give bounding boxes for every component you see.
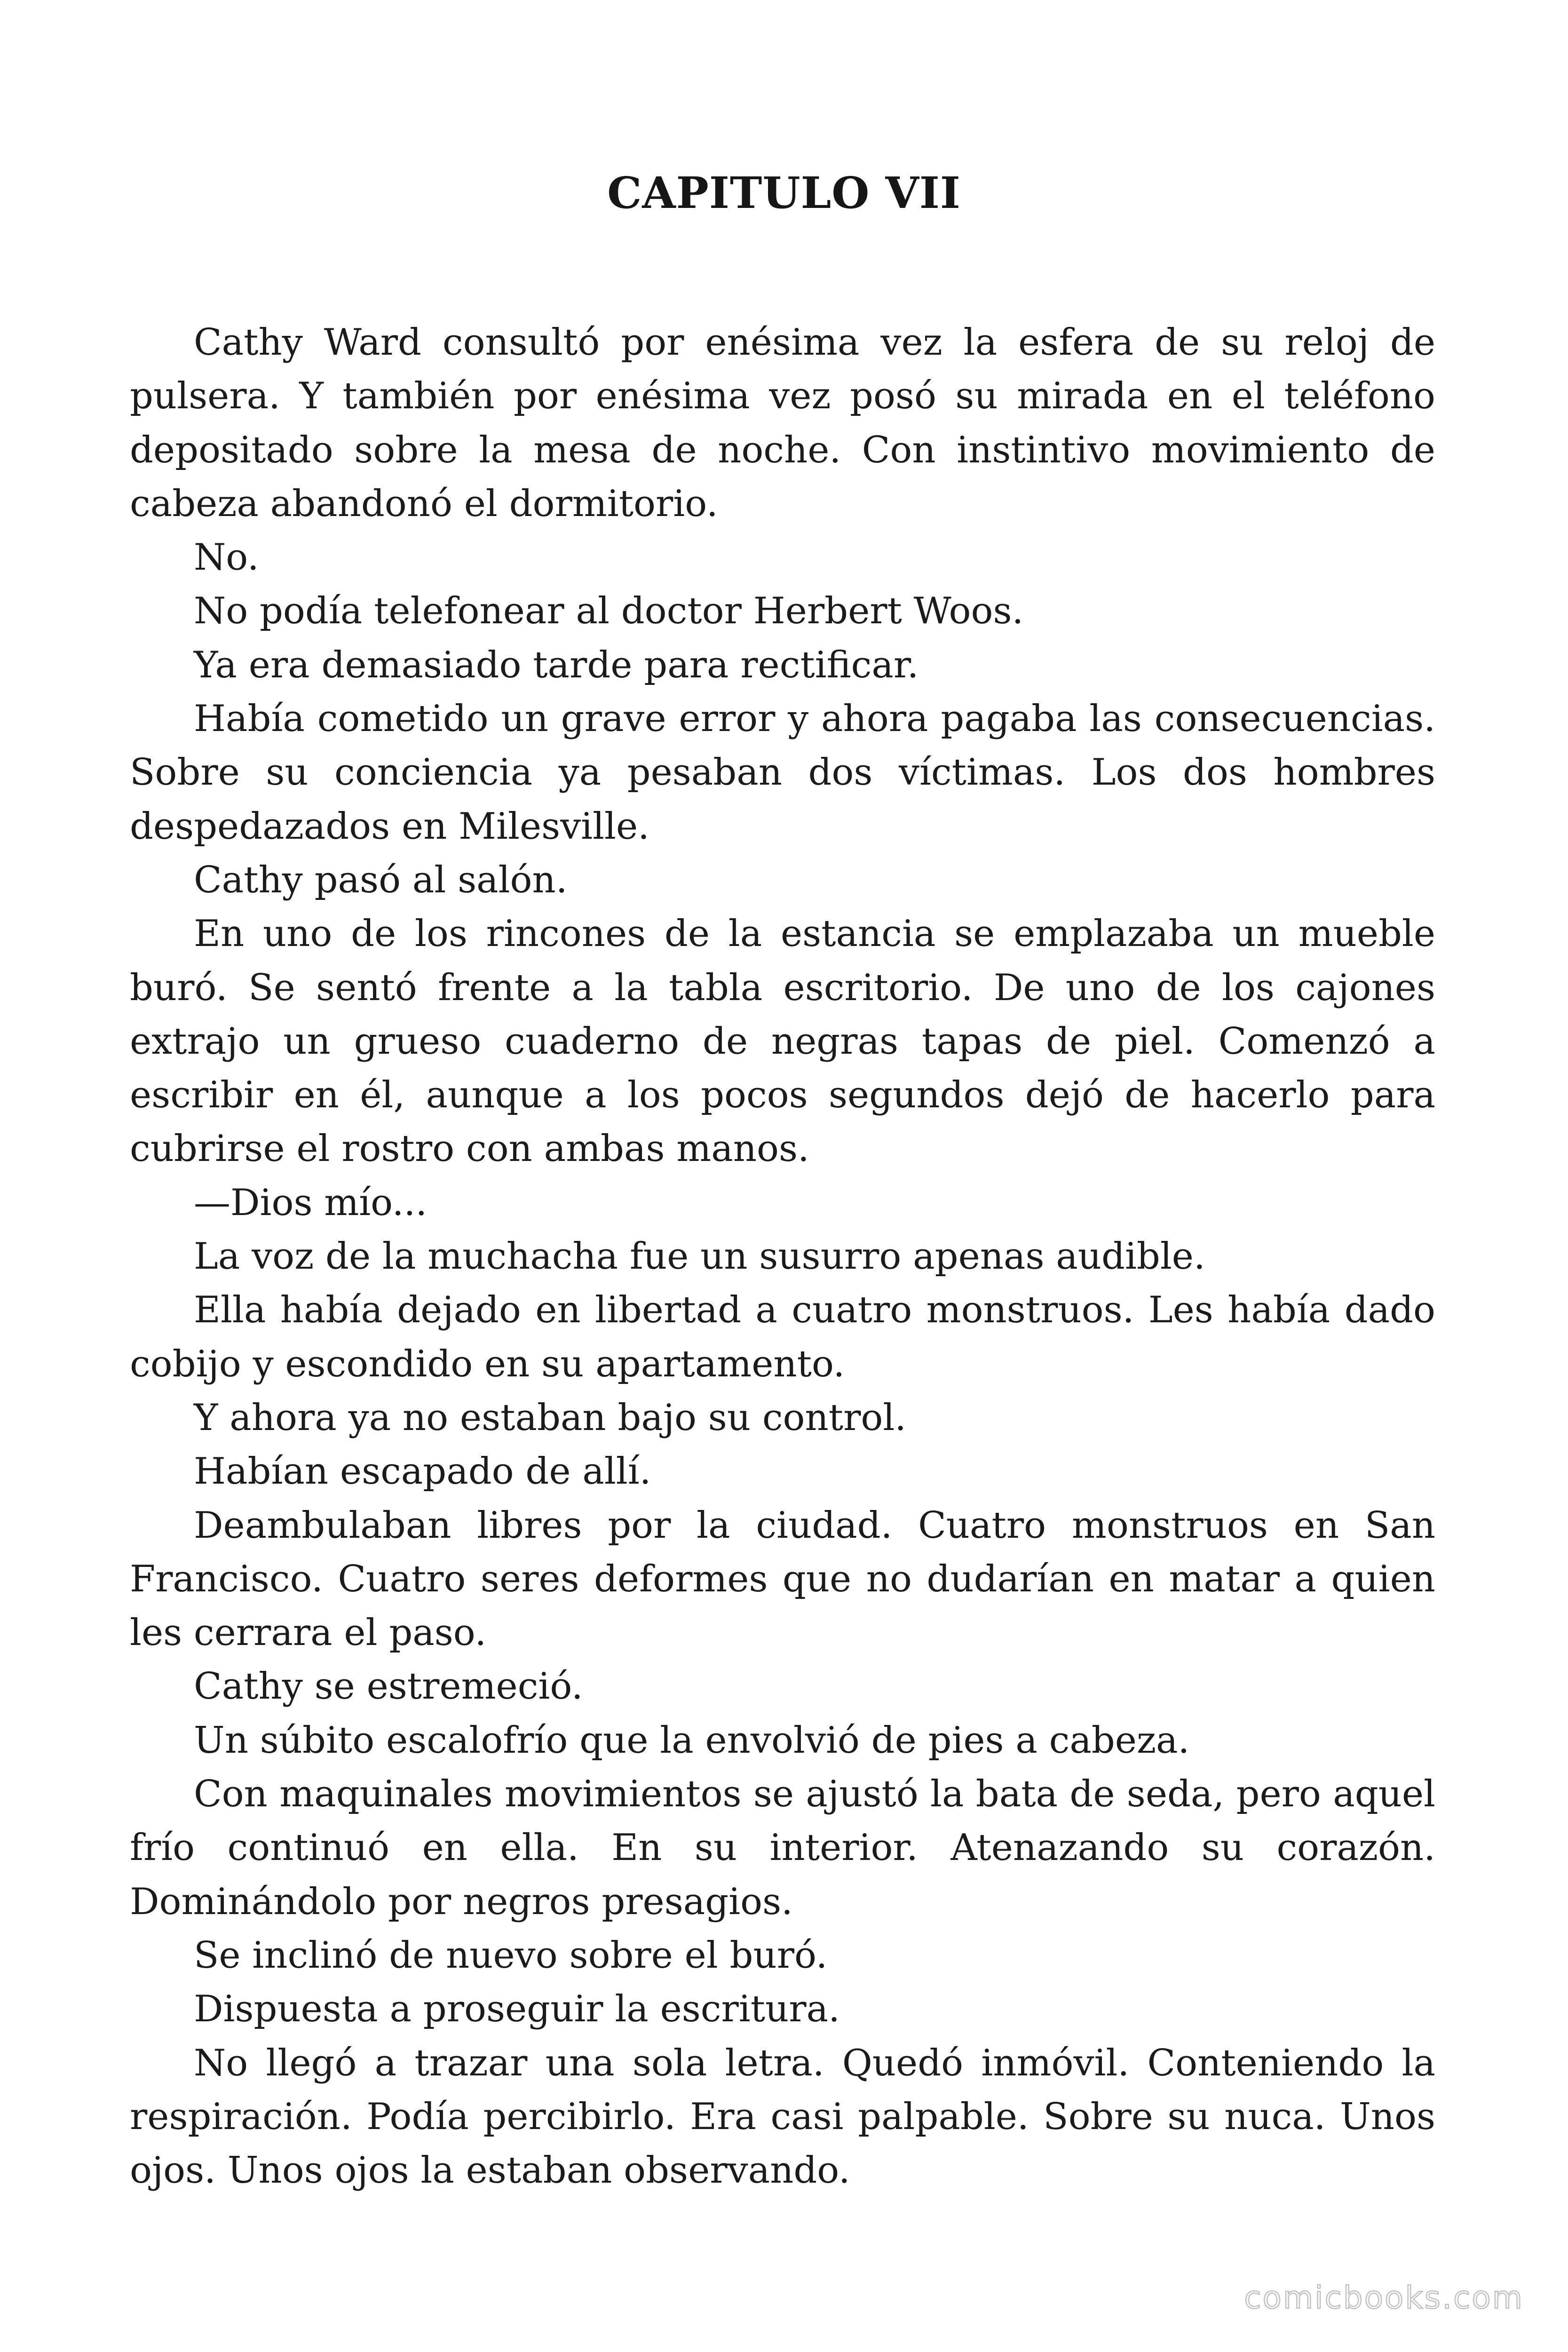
paragraph: La voz de la muchacha fue un susurro apenas audible. [194, 1235, 1205, 1278]
paragraph: Cathy pasó al salón. [194, 858, 568, 901]
paragraph: —Dios mío... [194, 1181, 428, 1224]
paragraph: No podía telefonear al doctor Herbert Woos. [194, 590, 1024, 633]
paragraph: En uno de los rincones de la estancia se emplazaba un mueble buró. Se sentó frente a la tabla escritorio. De uno de los cajones extrajo un grueso cuaderno de negras tapas de piel. Comenzó a escribir en él, aunque a los pocos segundos dejó de hacerlo para cubrirse el rostro con ambas manos. [130, 913, 1435, 1170]
paragraph: No. [194, 536, 259, 579]
paragraph: Se inclinó de nuevo sobre el buró. [194, 1934, 828, 1977]
chapter-body [130, 316, 1435, 2197]
paragraph: Cathy se estremeció. [194, 1665, 583, 1708]
paragraph: Había cometido un grave error y ahora pagaba las consecuencias. Sobre su conciencia ya pesaban dos víctimas. Los dos hombres despedazados en Milesville. [130, 698, 1435, 848]
paragraph: Deambulaban libres por la ciudad. Cuatro monstruos en San Francisco. Cuatro seres deformes que no dudarían en matar a quien les cerrara el paso. [130, 1504, 1435, 1654]
paragraph: Cathy Ward consultó por enésima vez la esfera de su reloj de pulsera. Y también por enésima vez posó su mirada en el teléfono depositado sobre la mesa de noche. Con instintivo movimiento de cabeza abandonó el dormitorio. [130, 321, 1435, 525]
paragraph: Y ahora ya no estaban bajo su control. [194, 1396, 907, 1439]
paragraph: No llegó a trazar una sola letra. Quedó inmóvil. Conteniendo la respiración. Podía percibirlo. Era casi palpable. Sobre su nuca. Unos ojos. Unos ojos la estaban observando. [130, 2042, 1435, 2192]
watermark: comicbooks.com [1244, 2280, 1524, 2316]
paragraph: Con maquinales movimientos se ajustó la bata de seda, pero aquel frío continuó en ella. En su interior. Atenazando su corazón. Dominándolo por negros presagios. [130, 1773, 1435, 1923]
paragraph: Dispuesta a proseguir la escritura. [194, 1988, 840, 2031]
chapter-title: CAPITULO VII [607, 167, 961, 218]
paragraph: Ella había dejado en libertad a cuatro monstruos. Les había dado cobijo y escondido en su apartamento. [130, 1289, 1435, 1385]
paragraph: Un súbito escalofrío que la envolvió de pies a cabeza. [194, 1719, 1190, 1762]
paragraph: Habían escapado de allí. [194, 1450, 651, 1493]
paragraph: Ya era demasiado tarde para rectificar. [194, 644, 919, 686]
